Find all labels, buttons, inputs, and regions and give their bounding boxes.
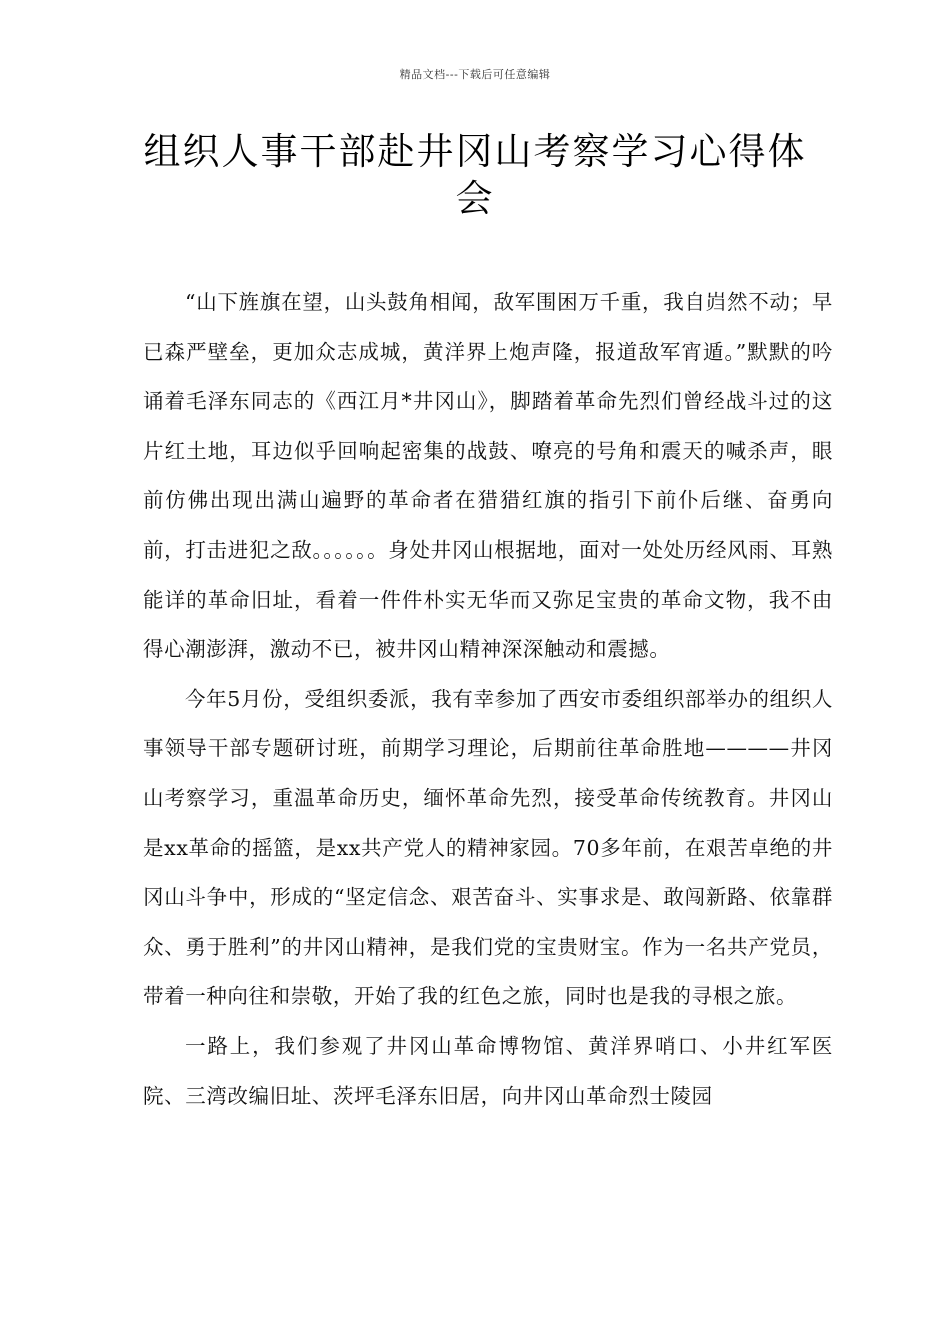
- paragraph: “山下旌旗在望，山头鼓角相闻，敌军围困万千重，我自岿然不动；早已森严壁垒，更加众志成城，黄洋界上炮声隆，报道敌军宵遁。”默默的吟诵着毛泽东同志的《西江月*井冈山》，脚踏着革命先烈们曾经战斗过的这片红土地，耳边似乎回响起密集的战鼓、嘹亮的号角和震天的喊杀声，眼前仿佛出现出满山遍野的革命者在猎猎红旗的指引下前仆后继、奋勇向前，打击进犯之敌。。。。。。身处井冈山根据地，面对一处处历经风雨、耳熟能详的革命旧址，看着一件件朴实无华而又弥足宝贵的革命文物，我不由得心潮澎湃，激动不已，被井冈山精神深深触动和震撼。: [143, 290, 833, 662]
- document-title: 组织人事干部赴井冈山考察学习心得体会: [143, 130, 807, 220]
- paragraph: 今年5月份，受组织委派，我有幸参加了西安市委组织部举办的组织人事领导干部专题研讨班，前期学习理论，后期前往革命胜地————井冈山考察学习，重温革命历史，缅怀革命先烈，接受革命传统教育。井冈山是xx革命的摇篮，是xx共产党人的精神家园。70多年前，在艰苦卓绝的井冈山斗争中，形成的“坚定信念、艰苦奋斗、实事求是、敢闯新路、依靠群众、勇于胜利”的井冈山精神，是我们党的宝贵财宝。作为一名共产党员，带着一种向往和崇敬，开始了我的红色之旅，同时也是我的寻根之旅。: [143, 686, 833, 1009]
- paragraph: 一路上，我们参观了井冈山革命博物馆、黄洋界哨口、小井红军医院、三湾改编旧址、茨坪毛泽东旧居，向井冈山革命烈士陵园: [143, 1033, 833, 1108]
- header-note: 精品文档---下载后可任意编辑: [399, 68, 551, 81]
- document-body: [143, 278, 833, 1121]
